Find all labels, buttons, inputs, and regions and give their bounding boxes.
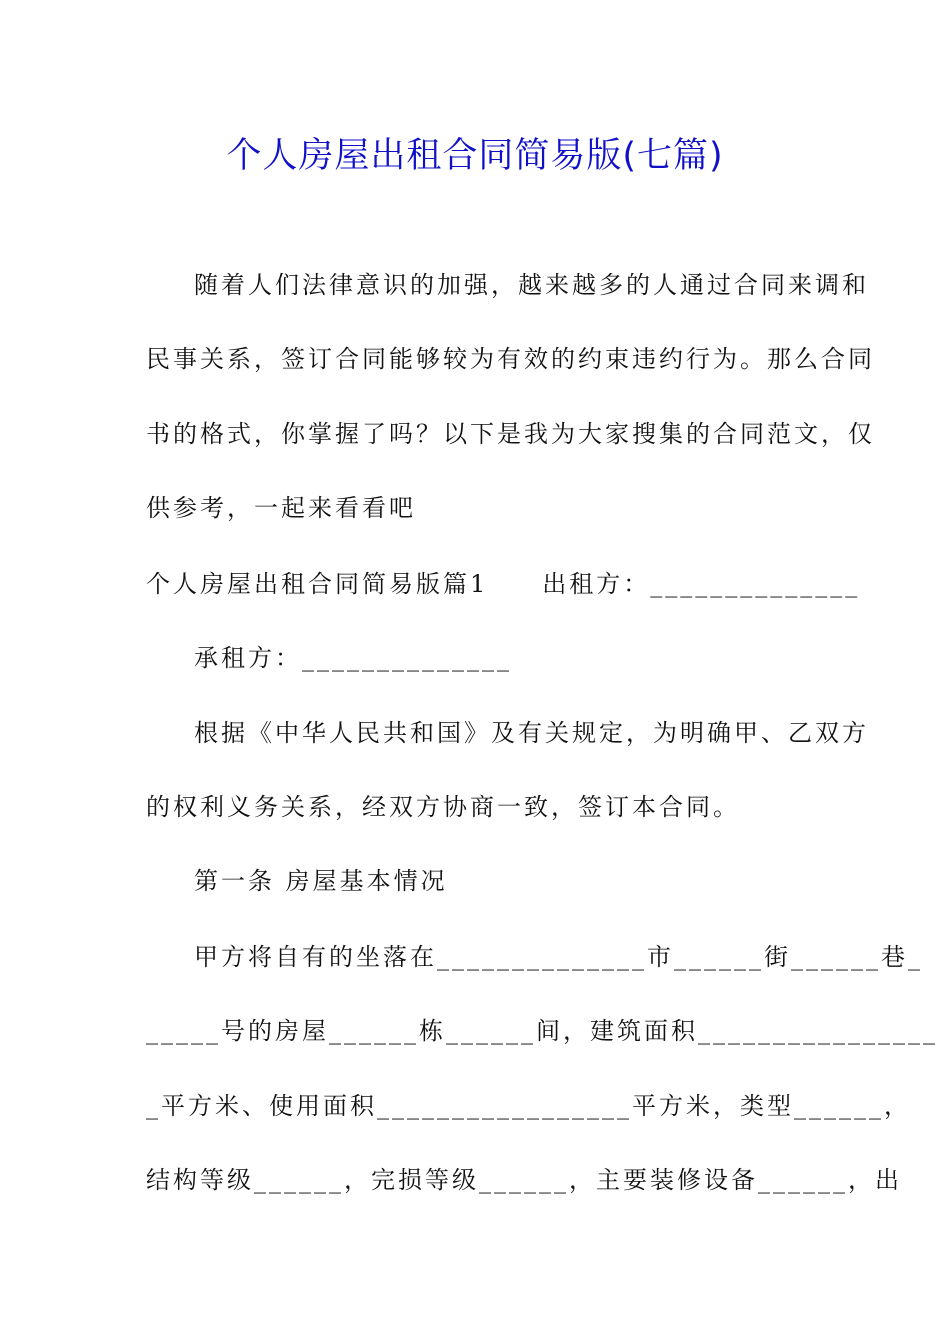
paragraph-line: 供参考，一起来看看吧 <box>146 494 416 522</box>
paragraph-line: 的权利义务关系，经双方协商一致，签订本合同。 <box>146 793 740 821</box>
document-title: 个人房屋出租合同简易版(七篇) <box>226 136 724 176</box>
section-heading-lessor: 个人房屋出租合同简易版篇1 出租方：______________ <box>146 570 861 598</box>
paragraph-line: 随着人们法律意识的加强，越来越多的人通过合同来调和 <box>194 271 869 299</box>
article-heading: 第一条 房屋基本情况 <box>194 867 448 895</box>
paragraph-line: 根据《中华人民共和国》及有关规定，为明确甲、乙双方 <box>194 719 869 747</box>
paragraph-line: _平方米、使用面积_________________平方米，类型______， <box>146 1092 911 1120</box>
paragraph-line: 结构等级______，完损等级______，主要装修设备______，出 <box>146 1166 902 1194</box>
paragraph-line: 甲方将自有的坐落在______________市______街______巷_ <box>194 943 923 971</box>
paragraph-line: 民事关系，签订合同能够较为有效的约束违约行为。那么合同 <box>146 345 875 373</box>
paragraph-line: _____号的房屋______栋______间，建筑面积________________ <box>146 1017 938 1045</box>
paragraph-line: 书的格式，你掌握了吗？以下是我为大家搜集的合同范文，仅 <box>146 420 875 448</box>
lessee-line: 承租方：______________ <box>194 644 512 672</box>
